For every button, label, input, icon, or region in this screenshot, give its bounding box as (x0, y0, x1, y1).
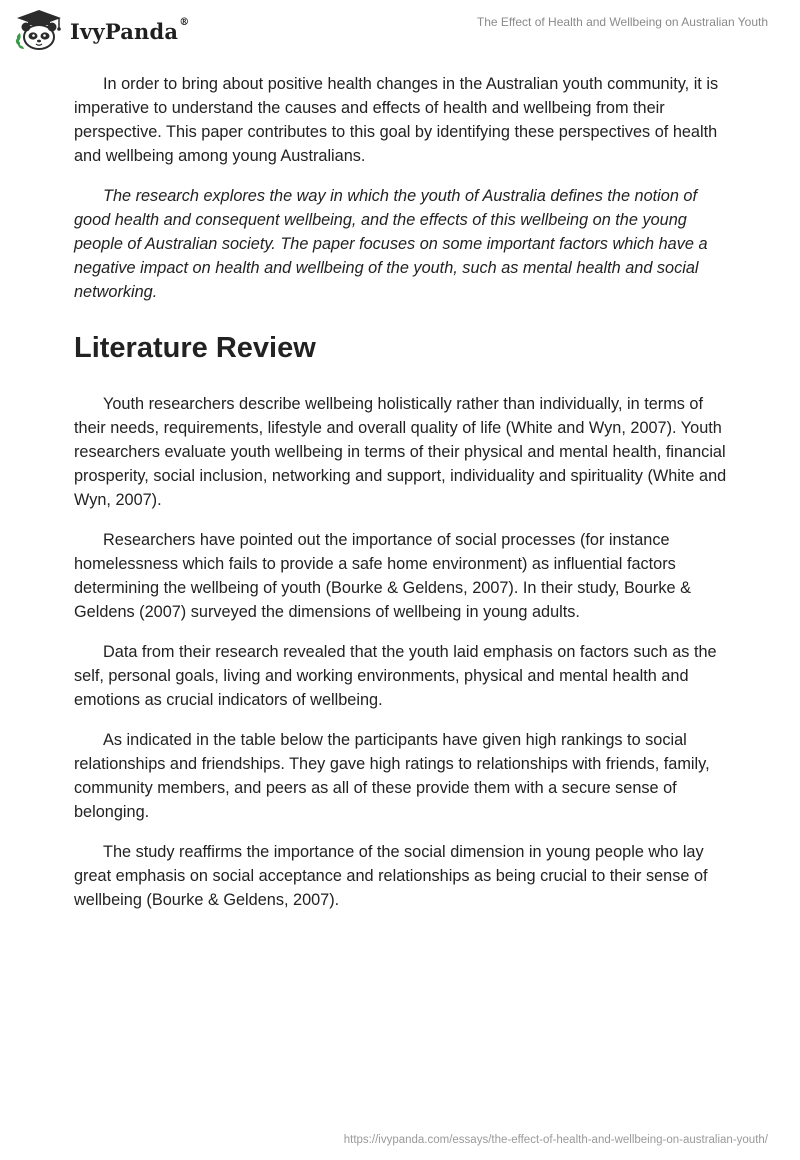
intro-paragraph-italic: The research explores the way in which the youth of Australia defines the notion of good health and consequent wellbeing, and the effects of this wellbeing on the young people of Australian society. The paper focuses on some important factors which have a negative impact on health and wellbeing of the youth, such as mental health and social networking. (74, 187, 708, 301)
registered-mark: ® (179, 16, 190, 28)
body-paragraph: Data from their research revealed that the youth laid emphasis on factors such as the self, personal goals, living and working environments, physical and mental health and emotions as crucial indicators of wellbeing. (74, 643, 717, 709)
brand-name: IvyPanda® (70, 16, 190, 44)
source-url[interactable]: https://ivypanda.com/essays/the-effect-of-health-and-wellbeing-on-australian-youth/ (343, 1134, 768, 1146)
body-paragraph: Youth researchers describe wellbeing holistically rather than individually, in terms of their needs, requirements, lifestyle and overall quality of life (White and Wyn, 2007). Youth researchers evaluate youth wellbeing in terms of their physical and mental health, financial prosperity, social inclusion, networking and support, individuality and spirituality (White and Wyn, 2007). (74, 395, 727, 509)
document-title: The Effect of Health and Wellbeing on Australian Youth (476, 15, 768, 29)
body-paragraph: Researchers have pointed out the importance of social processes (for instance homelessness which fails to provide a safe home environment) as influential factors determining the wellbeing of youth (Bourke & Geldens, 2007). In their study, Bourke & Geldens (2007) surveyed the dimensions of wellbeing in young adults. (74, 531, 691, 621)
panda-graduation-cap-icon (14, 8, 64, 52)
page-header (0, 0, 800, 62)
essay-content (74, 72, 728, 928)
ivypanda-logo[interactable] (14, 8, 189, 52)
intro-paragraph: In order to bring about positive health changes in the Australian youth community, it is imperative to understand the causes and effects of health and wellbeing from their perspective. This paper contributes to this goal by identifying these perspectives of health and wellbeing among young Australians. (74, 75, 719, 165)
section-heading: Literature Review (74, 332, 316, 364)
body-paragraph: As indicated in the table below the participants have given high rankings to social relationships and friendships. They gave high ratings to relationships with friends, family, community members, and peers as all of these provide them with a secure sense of belonging. (74, 731, 710, 821)
body-paragraph: The study reaffirms the importance of the social dimension in young people who lay great emphasis on social acceptance and relationships as being crucial to their sense of wellbeing (Bourke & Geldens, 2007). (74, 843, 708, 909)
